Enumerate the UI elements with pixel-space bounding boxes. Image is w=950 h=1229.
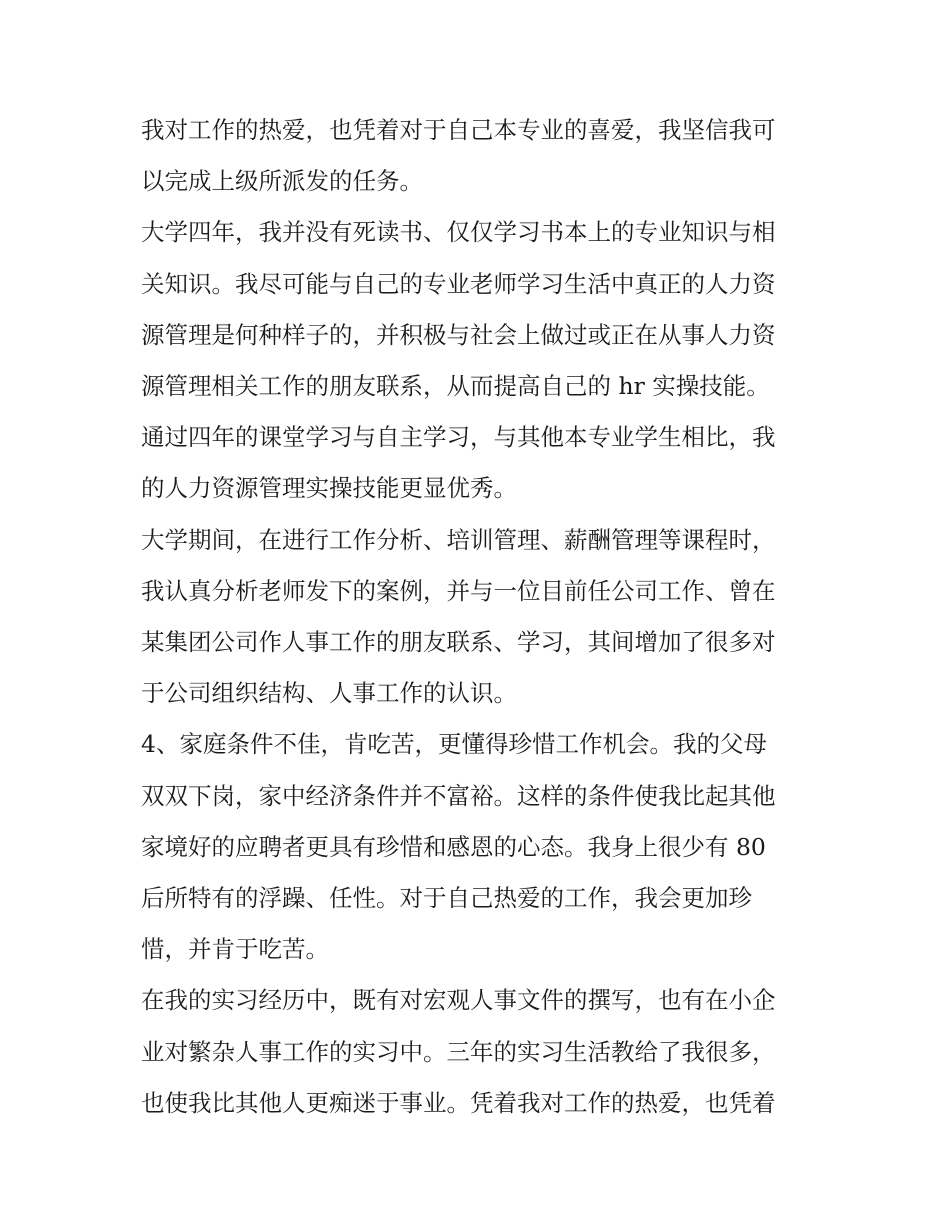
text-line: 的人力资源管理实操技能更显优秀。 — [141, 474, 517, 503]
text-line: 后所特有的浮躁、任性。对于自己热爱的工作，我会更加珍 — [141, 884, 752, 913]
text-line: 以完成上级所派发的任务。 — [141, 167, 423, 196]
text-line: 家境好的应聘者更具有珍惜和感恩的心态。我身上很少有 80 — [141, 832, 766, 861]
text-line: 某集团公司作人事工作的朋友联系、学习，其间增加了很多对 — [141, 628, 776, 657]
document-body — [141, 105, 816, 1129]
paragraph — [141, 975, 816, 1129]
text-line: 通过四年的课堂学习与自主学习，与其他本专业学生相比，我 — [141, 423, 776, 452]
paragraph — [141, 105, 816, 207]
text-line: 业对繁杂人事工作的实习中。三年的实习生活教给了我很多， — [141, 1037, 776, 1066]
text-line: 大学期间，在进行工作分析、培训管理、薪酬管理等课程时， — [141, 525, 776, 554]
text-line: 在我的实习经历中，既有对宏观人事文件的撰写，也有在小企 — [141, 986, 776, 1015]
paragraph — [141, 207, 816, 412]
text-line: 大学四年，我并没有死读书、仅仅学习书本上的专业知识与相 — [141, 218, 776, 247]
text-line: 源管理是何种样子的，并积极与社会上做过或正在从事人力资 — [141, 320, 776, 349]
text-line: 我认真分析老师发下的案例，并与一位目前任公司工作、曾在 — [141, 576, 776, 605]
text-line: 我对工作的热爱，也凭着对于自己本专业的喜爱，我坚信我可 — [141, 116, 776, 144]
paragraph — [141, 412, 816, 514]
text-line: 源管理相关工作的朋友联系，从而提高自己的 hr 实操技能。 — [141, 372, 770, 401]
text-line: 惜，并肯于吃苦。 — [141, 935, 329, 964]
paragraph — [141, 515, 816, 720]
text-line: 于公司组织结构、人事工作的认识。 — [141, 679, 517, 708]
paragraph — [141, 719, 816, 975]
text-line: 双双下岗，家中经济条件并不富裕。这样的条件使我比起其他 — [141, 781, 776, 810]
text-line: 4、家庭条件不佳，肯吃苦，更懂得珍惜工作机会。我的父母 — [141, 730, 767, 759]
text-line: 也使我比其他人更痴迷于事业。凭着我对工作的热爱，也凭着 — [141, 1088, 776, 1117]
text-line: 关知识。我尽可能与自己的专业老师学习生活中真正的人力资 — [141, 269, 776, 298]
